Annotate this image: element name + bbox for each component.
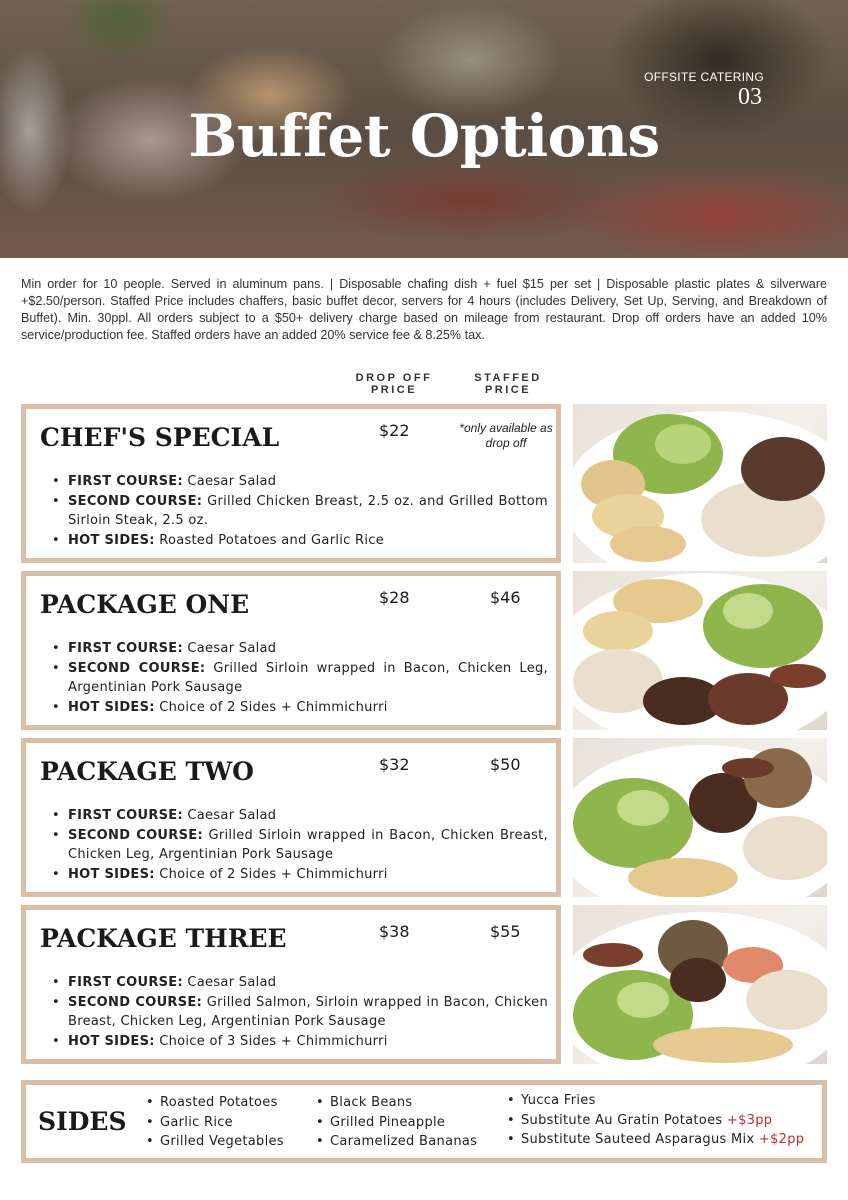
course-label: HOT SIDES: (68, 532, 155, 548)
course-text: Choice of 2 Sides + Chimmichurri (154, 699, 388, 715)
drop-off-header-line2: PRICE (370, 384, 418, 396)
side-item-text: Substitute Au Gratin Potatoes (521, 1112, 727, 1128)
side-item (505, 1130, 804, 1150)
course-label: SECOND COURSE: (68, 994, 203, 1010)
course-item (48, 1032, 548, 1052)
course-list (48, 639, 548, 717)
course-list (48, 806, 548, 884)
page-title: Buffet Options (188, 102, 660, 170)
course-item (48, 531, 548, 551)
side-item: • Roasted Potatoes (144, 1093, 284, 1113)
drop-off-price: $32 (379, 755, 410, 774)
course-list (48, 973, 548, 1051)
course-label: HOT SIDES: (68, 699, 155, 715)
course-label: FIRST COURSE: (68, 808, 183, 823)
staffed-header-line1: STAFFED (474, 372, 542, 384)
course-text: Grilled Salmon, Sirloin wrapped in Bacon, Chicken Breast, Chicken Leg, Argentinian Pork Sausage (68, 994, 548, 1029)
side-surcharge: +$3pp (726, 1112, 773, 1128)
course-label: FIRST COURSE: (68, 474, 183, 489)
drop-off-header-line1: DROP OFF (355, 372, 433, 384)
course-item (48, 472, 548, 492)
staffed-price: $46 (490, 588, 521, 607)
staffed-price-header (462, 372, 554, 396)
course-item (48, 806, 548, 826)
package-name: PACKAGE THREE (40, 924, 287, 953)
course-item (48, 865, 548, 885)
sides-column-3 (505, 1091, 804, 1150)
course-label: FIRST COURSE: (68, 975, 183, 990)
package-card-chefs-special (21, 404, 561, 563)
sides-column-1 (144, 1093, 284, 1152)
sides-column-2 (314, 1093, 477, 1152)
package-name: PACKAGE ONE (40, 590, 250, 619)
course-label: SECOND COURSE: (68, 660, 206, 676)
side-item: • Grilled Pineapple (314, 1113, 477, 1133)
course-item (48, 973, 548, 993)
course-text: Caesar Salad (182, 975, 277, 990)
food-photo-chefs-special (573, 404, 827, 563)
staffed-price: $50 (490, 755, 521, 774)
course-item (48, 492, 548, 531)
intro-text: Min order for 10 people. Served in aluminum pans. | Disposable chafing dish + fuel $15 per set | Disposable plastic plates & silverware +$2.50/person. Staffed Price includes chaffers, basic buffet decor, servers for 4 hours (includes Delivery, Set Up, Serving, and Breakdown of Buffet). Min. 30ppl. All orders subject to a $50+ delivery charge based on mileage from restaurant. Drop off orders have an added 10% service/production fee. Staffed orders have an added 20% service fee & 8.25% tax. (21, 277, 827, 342)
page-number: 03 (738, 84, 762, 110)
package-card-three (21, 905, 561, 1064)
package-name: PACKAGE TWO (40, 757, 254, 786)
plate-illustration (573, 404, 827, 563)
course-text: Caesar Salad (182, 808, 277, 823)
course-text: Caesar Salad (182, 641, 277, 656)
course-text: Grilled Sirloin wrapped in Bacon, Chicken Leg, Argentinian Pork Sausage (68, 660, 548, 695)
plate-illustration (573, 571, 827, 730)
side-item (505, 1111, 804, 1131)
drop-off-price-header (346, 372, 442, 396)
side-item-text: Yucca Fries (521, 1093, 596, 1108)
food-photo-package-three (573, 905, 827, 1064)
course-item (48, 993, 548, 1032)
plate-illustration (573, 905, 827, 1064)
course-label: HOT SIDES: (68, 866, 155, 882)
course-item (48, 698, 548, 718)
drop-off-price: $22 (379, 421, 410, 440)
side-item: • Caramelized Bananas (314, 1132, 477, 1152)
course-text: Roasted Potatoes and Garlic Rice (154, 532, 385, 548)
side-item: • Garlic Rice (144, 1113, 284, 1133)
course-label: FIRST COURSE: (68, 641, 183, 656)
course-item (48, 826, 548, 865)
plate-illustration (573, 738, 827, 897)
course-text: Caesar Salad (182, 474, 277, 489)
course-label: SECOND COURSE: (68, 493, 203, 509)
course-text: Choice of 2 Sides + Chimmichurri (154, 866, 388, 882)
section-kicker: OFFSITE CATERING (644, 70, 764, 84)
course-text: Grilled Sirloin wrapped in Bacon, Chicken Breast, Chicken Leg, Argentinian Pork Sausage (68, 827, 548, 862)
side-item-text: Substitute Sauteed Asparagus Mix (521, 1132, 759, 1147)
staffed-header-line2: PRICE (484, 384, 532, 396)
drop-off-price: $38 (379, 922, 410, 941)
course-item (48, 659, 548, 698)
sides-panel (21, 1080, 827, 1163)
course-label: HOT SIDES: (68, 1033, 155, 1049)
hero-banner (0, 0, 848, 258)
staffed-price: $55 (490, 922, 521, 941)
side-surcharge: +$2pp (758, 1132, 805, 1147)
side-item: • Black Beans (314, 1093, 477, 1113)
package-note: *only available as drop off (459, 421, 553, 450)
package-name: CHEF'S SPECIAL (40, 423, 280, 452)
side-item (505, 1091, 804, 1111)
food-photo-package-two (573, 738, 827, 897)
side-item: • Grilled Vegetables (144, 1132, 284, 1152)
course-text: Choice of 3 Sides + Chimmichurri (154, 1033, 388, 1049)
food-photo-package-one (573, 571, 827, 730)
course-list (48, 472, 548, 550)
course-label: SECOND COURSE: (68, 827, 203, 843)
package-card-two (21, 738, 561, 897)
course-text: Grilled Chicken Breast, 2.5 oz. and Grilled Bottom Sirloin Steak, 2.5 oz. (68, 493, 548, 528)
course-item (48, 639, 548, 659)
package-card-one (21, 571, 561, 730)
sides-title: SIDES (38, 1107, 127, 1136)
drop-off-price: $28 (379, 588, 410, 607)
